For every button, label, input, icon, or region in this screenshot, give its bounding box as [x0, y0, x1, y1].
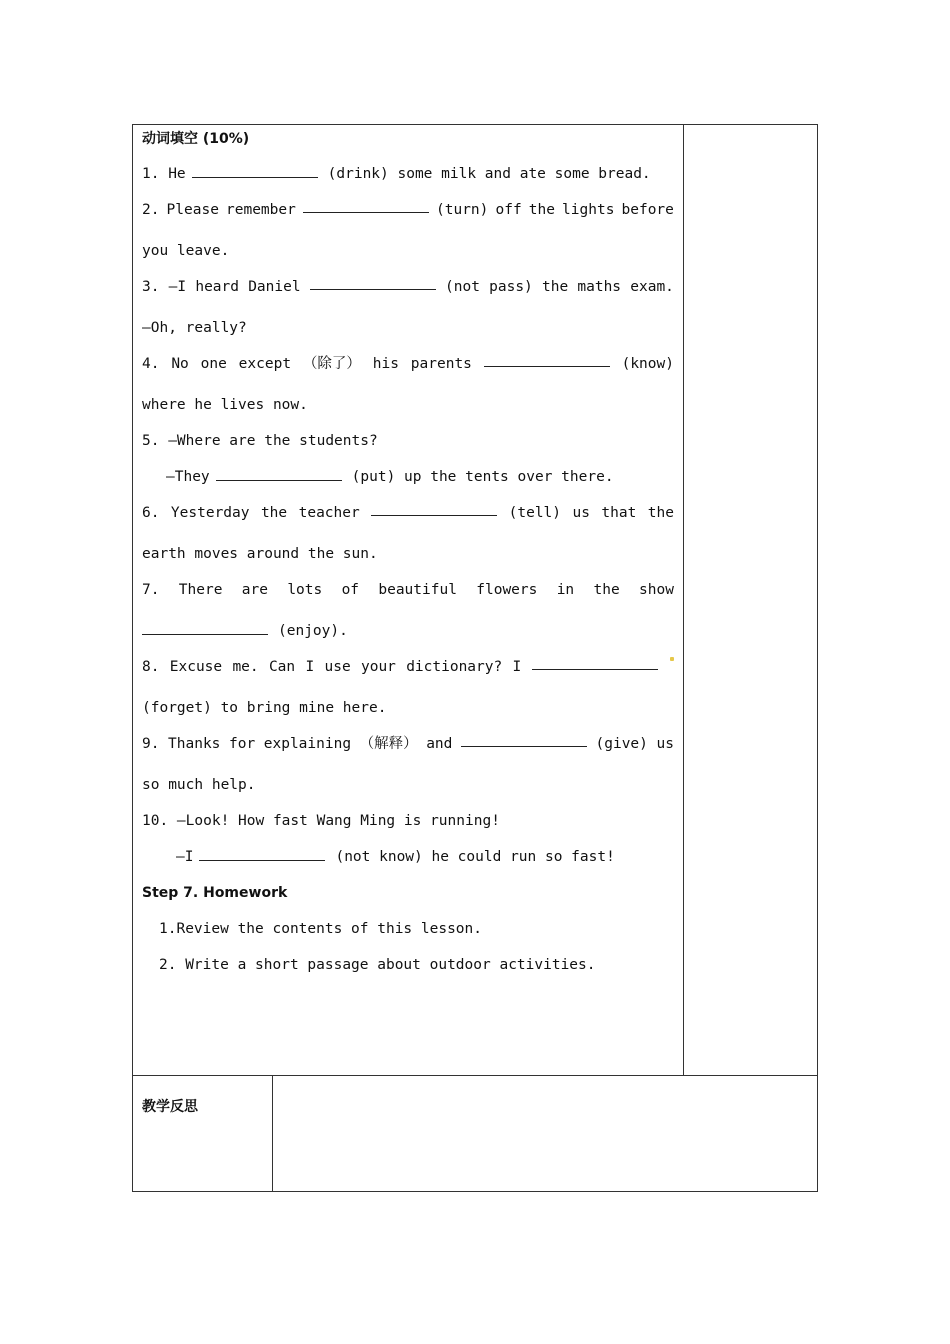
question-9-cont: so much help. — [142, 777, 256, 793]
answer-blank[interactable] — [310, 277, 436, 290]
question-5-response: —They (put) up the tents over there. — [166, 469, 614, 485]
question-4: 4. No one except （除了） his parents (know) — [142, 356, 674, 372]
question-6: 6. Yesterday the teacher (tell) us that the — [142, 505, 674, 521]
answer-blank[interactable] — [199, 848, 325, 861]
question-9: 9. Thanks for explaining （解释） and (give) us — [142, 736, 674, 752]
question-7: 7. There are lots of beautiful flowers in the show — [142, 582, 674, 598]
answer-blank[interactable] — [484, 354, 610, 367]
table-divider — [683, 124, 684, 1076]
homework-item: 1.Review the contents of this lesson. — [159, 921, 483, 937]
question-1: 1. He (drink) some milk and ate some bread. — [142, 166, 651, 182]
answer-blank[interactable] — [192, 165, 318, 178]
question-2: 2. Please remember (turn) off the lights before — [142, 202, 674, 218]
homework-title: Step 7. Homework — [142, 885, 288, 901]
answer-blank[interactable] — [532, 657, 658, 670]
question-4-cont: where he lives now. — [142, 397, 308, 413]
question-2-cont: you leave. — [142, 243, 230, 259]
question-7-cont: (enjoy). — [142, 621, 348, 641]
answer-blank[interactable] — [371, 503, 497, 516]
question-8-cont: (forget) to bring mine here. — [142, 700, 387, 716]
question-3: 3. —I heard Daniel (not pass) the maths exam. — [142, 279, 674, 295]
section-title: 动词填空 (10%) — [142, 131, 250, 147]
question-10-response: —I (not know) he could run so fast! — [176, 849, 615, 865]
table-divider — [272, 1075, 273, 1192]
table-divider — [132, 1075, 818, 1076]
answer-blank[interactable] — [303, 200, 429, 213]
question-6-cont: earth moves around the sun. — [142, 546, 378, 562]
homework-item: 2. Write a short passage about outdoor activities. — [159, 957, 596, 973]
question-10: 10. —Look! How fast Wang Ming is running! — [142, 813, 500, 829]
reflection-label: 教学反思 — [142, 1099, 198, 1115]
answer-blank[interactable] — [142, 622, 268, 635]
highlight-mark — [670, 657, 674, 661]
answer-blank[interactable] — [216, 468, 342, 481]
question-5: 5. —Where are the students? — [142, 433, 378, 449]
answer-blank[interactable] — [461, 734, 587, 747]
question-8: 8. Excuse me. Can I use your dictionary? I — [142, 657, 674, 677]
question-3-cont: —Oh, really? — [142, 320, 247, 336]
